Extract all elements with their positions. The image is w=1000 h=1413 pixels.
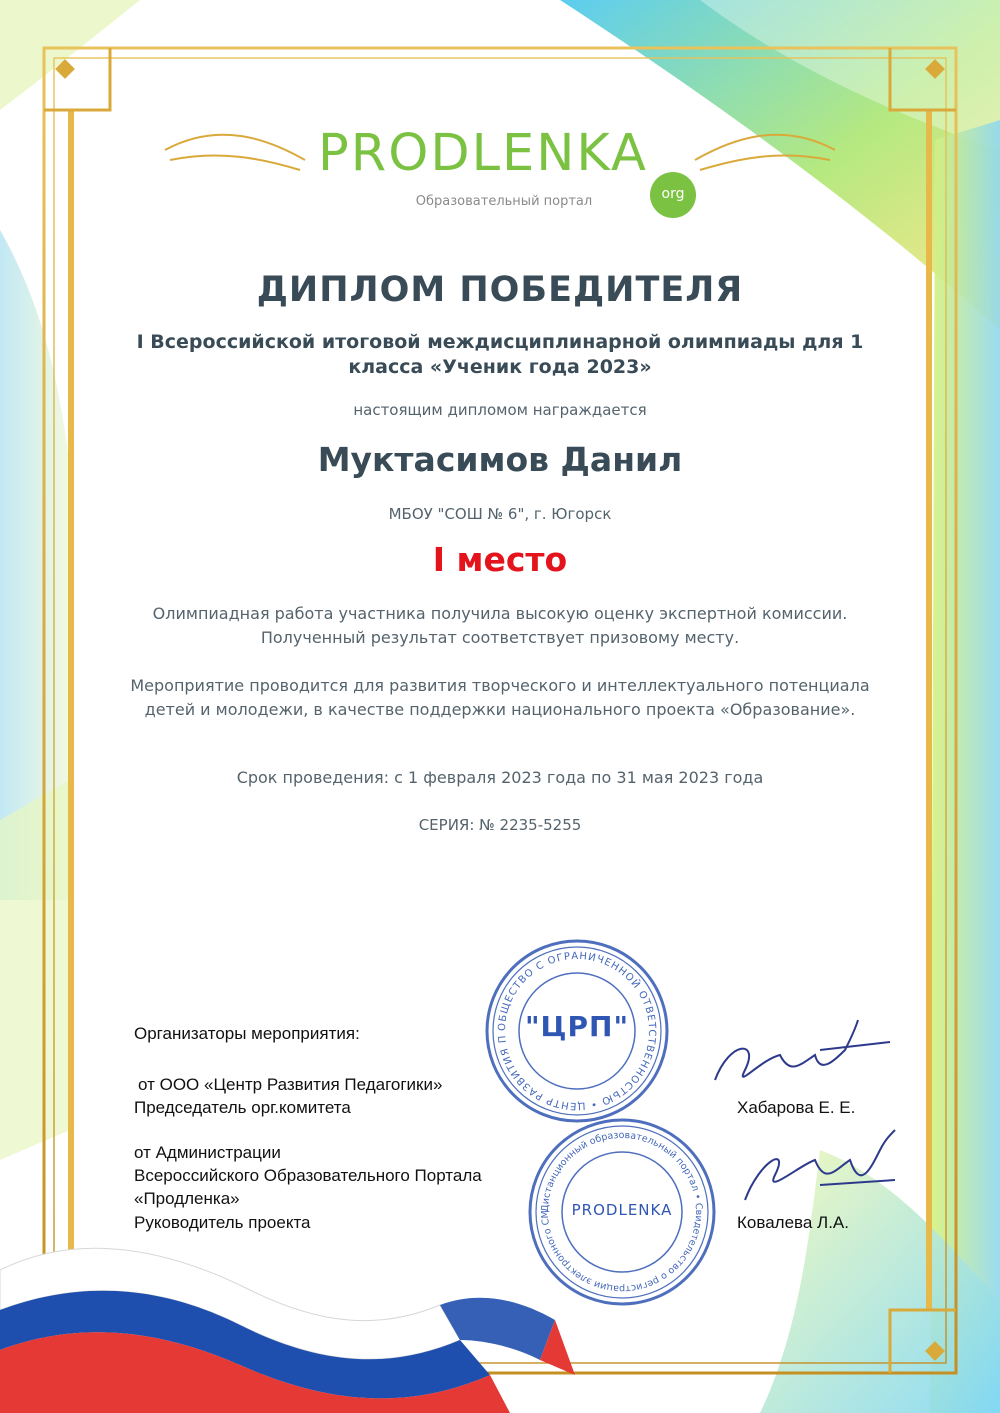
recipient-name: Муктасимов Данил	[317, 440, 683, 479]
organizer1-name: Хабарова Е. Е.	[737, 1098, 856, 1117]
stamp1-center-text: "ЦРП"	[524, 1010, 630, 1043]
organizer2-line2: Всероссийского Образовательного Портала	[134, 1166, 482, 1185]
series-number: СЕРИЯ: № 2235-5255	[418, 816, 582, 834]
organizer1-from: от ООО «Центр Развития Педагогики»	[138, 1075, 443, 1094]
organizer2-line1: от Администрации	[134, 1143, 281, 1162]
logo-wordmark: PRODLENKA	[318, 124, 648, 183]
stamp2-center-text: PRODLENKA	[571, 1201, 673, 1219]
event-period: Срок проведения: с 1 февраля 2023 года по 31 мая 2023 года	[236, 768, 764, 787]
diploma-title: ДИПЛОМ ПОБЕДИТЕЛЯ	[256, 270, 744, 310]
diploma-subtitle: I Всероссийской итоговой междисциплинарной олимпиады для 1 класса «Ученик года 2023»	[136, 331, 864, 378]
logo-tagline: Образовательный портал	[415, 194, 593, 209]
school-name: МБОУ "СОШ № 6", г. Югорск	[388, 505, 612, 523]
organizer1-role: Председатель орг.комитета	[134, 1098, 351, 1117]
awarded-text: настоящим дипломом награждается	[353, 401, 647, 419]
evaluation-paragraph: Олимпиадная работа участника получила высокую оценку экспертной комиссии. Полученный результат соответствует призовому месту.	[152, 604, 848, 647]
organizer2-name: Ковалева Л.А.	[737, 1213, 849, 1232]
organizer2-role: Руководитель проекта	[134, 1213, 311, 1232]
flag-ribbon	[0, 1248, 575, 1413]
stamp2-ring-text: Дистанционный образовательный портал • Свидетельство о регистрации электронного СМ	[539, 1129, 705, 1295]
organizers-heading: Организаторы мероприятия:	[134, 1024, 360, 1043]
crp-stamp	[484, 938, 670, 1124]
signature-1	[715, 1020, 890, 1080]
prodlenka-stamp	[527, 1117, 717, 1307]
organizer2-line3: «Продленка»	[134, 1189, 240, 1208]
purpose-paragraph: Мероприятие проводится для развития творческого и интеллектуального потенциала детей и молодежи, в качестве поддержки национального проекта «Образование».	[130, 676, 870, 719]
place-award: I место	[432, 540, 568, 579]
logo-org-badge: org	[650, 172, 696, 218]
stamp1-ring-text: ОБЩЕСТВО С ОГРАНИЧЕННОЙ ОТВЕТСТВЕННОСТЬЮ • ЦЕНТР РАЗВИТИЯ П	[496, 950, 658, 1112]
